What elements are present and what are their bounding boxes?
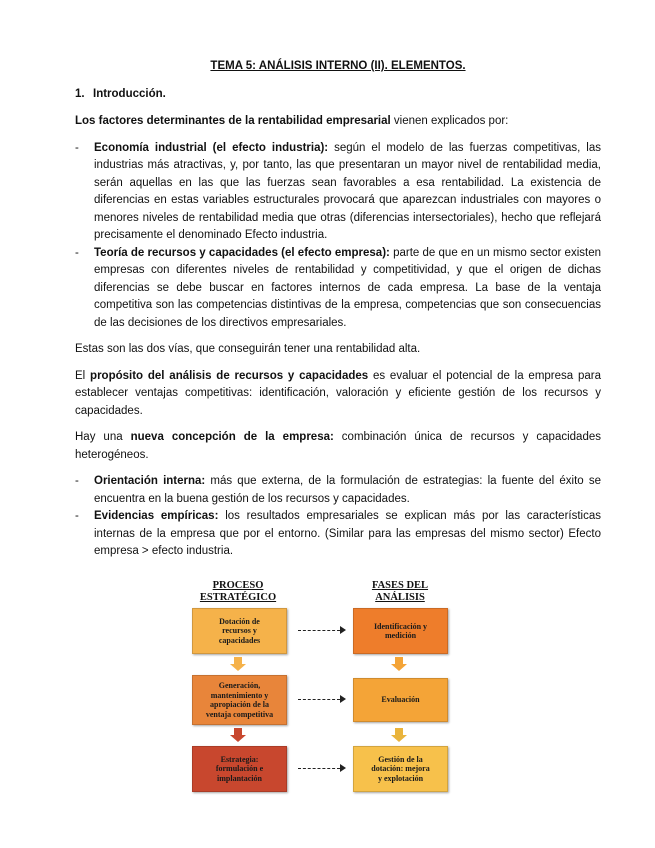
box-line: capacidades <box>218 635 261 645</box>
box-line: Gestión de la <box>378 754 423 764</box>
box-evaluation <box>353 678 448 722</box>
section-label: Introducción. <box>93 87 166 100</box>
left-column-header <box>190 580 286 604</box>
right-header-line: FASES DEL <box>371 580 429 591</box>
box-management <box>353 746 448 792</box>
paragraph-factors-rest: vienen explicados por: <box>390 115 509 127</box>
document-body <box>75 58 601 570</box>
box-line: medición <box>384 631 417 640</box>
box-line: Estrategia: <box>220 754 259 764</box>
paragraph-new-concept-bold: nueva concepción de la empresa: <box>130 431 334 443</box>
list-item-bold: Teoría de recursos y capacidades (el efecto empresa): <box>94 246 390 259</box>
box-line: y explotación <box>377 773 424 783</box>
list-item <box>75 245 601 333</box>
dashed-arrow-icon <box>298 764 346 772</box>
paragraph-new-concept <box>75 429 601 464</box>
box-line: Generación, <box>218 681 261 690</box>
down-arrow-icon <box>230 657 246 671</box>
strategic-process-diagram <box>190 578 458 796</box>
box-line: ventaja competitiva <box>205 709 274 719</box>
box-competitive-advantage <box>192 675 287 725</box>
box-line: Identificación y <box>373 621 428 631</box>
box-line: dotación: mejora <box>371 764 430 774</box>
list-item <box>75 508 601 561</box>
paragraph-purpose-pre: El <box>75 369 91 382</box>
down-arrow-icon <box>230 728 246 742</box>
paragraph-purpose-bold: propósito del análisis de recursos y capacidades <box>90 369 369 382</box>
dash-bullet: - <box>75 510 79 522</box>
box-identification <box>353 608 448 654</box>
down-arrow-icon <box>391 657 407 671</box>
dash-bullet: - <box>75 141 79 154</box>
paragraph-new-concept-rest: combinación única de recursos y capacidades heterogéneos. <box>75 431 601 461</box>
dashed-arrow-icon <box>298 695 346 703</box>
factors-list <box>75 140 601 333</box>
section-number: 1. <box>75 87 85 100</box>
list-item <box>75 140 601 245</box>
list-item <box>75 473 601 508</box>
paragraph-purpose <box>75 368 601 421</box>
paragraph-factors-bold: Los factores determinantes de la rentabilidad empresarial <box>75 115 391 127</box>
list-item-text: los resultados empresariales se explican más por las características internas de la empresa que por el entorno. (Similar para las empresas del mismo sector) Efecto empresa > efecto industria. <box>94 510 601 557</box>
box-line: recursos y <box>222 626 257 636</box>
down-arrow-icon <box>391 728 407 742</box>
box-line: Evaluación <box>381 695 420 705</box>
paragraph-purpose-rest: es evaluar el potencial de la empresa para establecer ventajas competitivas: identificación, valoración y eficiente gestión de los recursos y capacidades. <box>75 369 601 417</box>
section-heading <box>75 86 601 104</box>
dash-bullet: - <box>75 246 79 259</box>
box-line: mantenimiento y <box>210 690 269 700</box>
list-item-text: parte de que en un mismo sector existen empresas con diferentes niveles de rentabilidad y competitividad, y que el origen de dichas diferencias se debe buscar en factores internos de cada empresa. La base de la ventaja competitiva son las competencias distintivas de la empresa, competencias que son consecuencias de las decisiones de los directivos empresariales. <box>94 246 601 329</box>
right-header-line: ANÁLISIS <box>375 592 425 603</box>
list-item-bold: Orientación interna: <box>94 475 206 487</box>
list-item-bold: Economía industrial (el efecto industria): <box>94 141 329 154</box>
box-strategy <box>192 746 287 792</box>
list-item-text: según el modelo de las fuerzas competitivas, las industrias más atractivas, y, por tanto, las que presentaran un mayor nivel de rentabilidad media, serán aquellas en las que las fuerzas sean favorables a esa rentabilidad. La existencia de diferencias en estas variables estructurales provocará que aparezcan industriales con mayores o menores niveles de rentabilidad media que otras (diferencias intersectoriales), hecho que reflejará precisamente el denominado Efecto industria. <box>94 141 601 241</box>
dash-bullet: - <box>75 475 79 487</box>
right-column-header <box>350 580 450 604</box>
paragraph-new-concept-pre: Hay una <box>75 431 131 443</box>
paragraph-two-ways: Estas son las dos vías, que conseguirán tener una rentabilidad alta. <box>75 343 421 355</box>
left-header-line: PROCESO <box>212 580 264 591</box>
box-line: implantación <box>217 773 262 783</box>
box-line: Dotación de <box>219 616 260 626</box>
concept-list <box>75 473 601 561</box>
paragraph-factors <box>75 113 601 131</box>
list-item-bold: Evidencias empíricas: <box>94 510 219 522</box>
box-resources <box>192 608 287 654</box>
left-header-line: ESTRATÉGICO <box>199 592 277 603</box>
page-title: TEMA 5: ANÁLISIS INTERNO (II). ELEMENTOS. <box>210 60 466 72</box>
box-line: apropiación de la <box>210 700 269 709</box>
list-item-text: más que externa, de la formulación de estrategias: la fuente del éxito se encuentra en la buena gestión de los recursos y capacidades. <box>94 475 601 505</box>
box-line: formulación e <box>215 764 264 774</box>
dashed-arrow-icon <box>298 626 346 634</box>
